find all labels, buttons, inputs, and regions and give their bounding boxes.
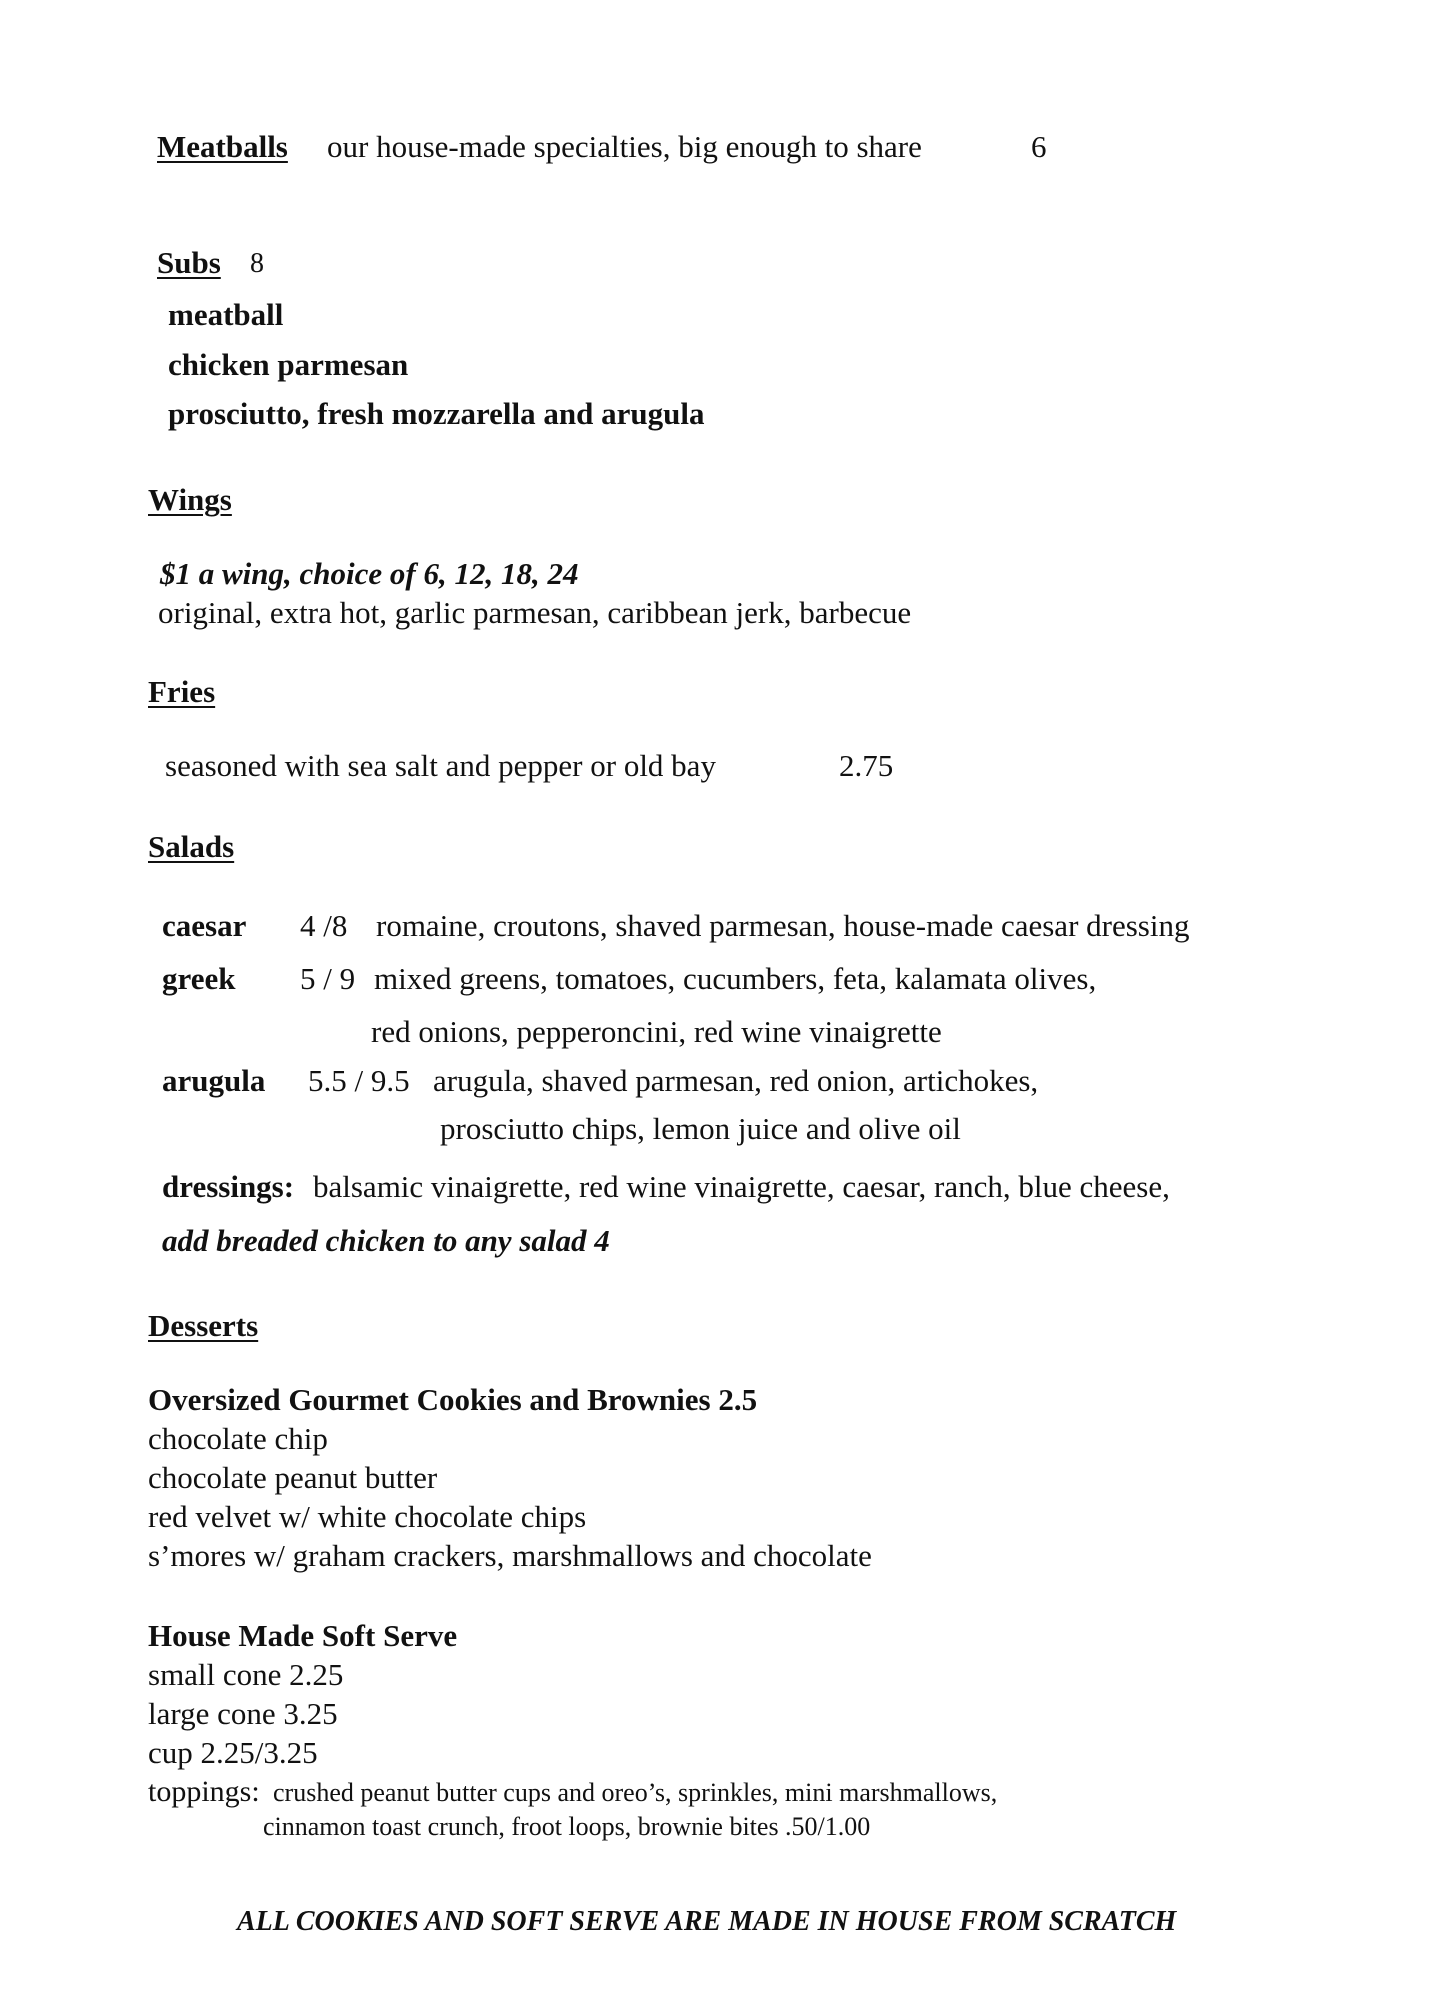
salad-description: romaine, croutons, shaved parmesan, house-made caesar dressing	[376, 908, 1190, 943]
footer-note: ALL COOKIES AND SOFT SERVE ARE MADE IN HOUSE FROM SCRATCH	[237, 1906, 1177, 1937]
meatballs-price: 6	[1031, 129, 1047, 164]
fries-heading: Fries	[148, 674, 216, 709]
dressings-list: balsamic vinaigrette, red wine vinaigrette, caesar, ranch, blue cheese,	[313, 1169, 1170, 1204]
salad-price-arugula: 5.5 / 9.5	[308, 1063, 410, 1098]
subs-item: chicken parmesan	[168, 347, 409, 382]
soft-serve-item: cup 2.25/3.25	[148, 1735, 318, 1770]
subs-heading: Subs	[157, 245, 221, 280]
salads-heading: Salads	[148, 829, 235, 864]
desserts-heading: Desserts	[148, 1308, 259, 1343]
subs-item: prosciutto, fresh mozzarella and arugula	[168, 396, 705, 431]
toppings-label: toppings:	[148, 1775, 260, 1808]
soft-serve-item: large cone 3.25	[148, 1696, 338, 1731]
salad-name-caesar: caesar	[162, 908, 247, 943]
wings-heading: Wings	[148, 482, 232, 517]
salad-description: arugula, shaved parmesan, red onion, artichokes,	[433, 1063, 1039, 1098]
subs-price: 8	[250, 248, 264, 279]
salad-name-greek: greek	[162, 961, 236, 996]
salad-addon: add breaded chicken to any salad 4	[162, 1223, 610, 1258]
fries-description: seasoned with sea salt and pepper or old bay	[165, 748, 716, 783]
salad-description: red onions, pepperoncini, red wine vinaigrette	[371, 1014, 942, 1049]
salad-description: prosciutto chips, lemon juice and olive oil	[440, 1111, 961, 1146]
salad-price-greek: 5 / 9	[300, 961, 356, 996]
meatballs-heading: Meatballs	[157, 129, 288, 164]
wings-flavors: original, extra hot, garlic parmesan, caribbean jerk, barbecue	[158, 595, 912, 630]
meatballs-description: our house-made specialties, big enough to share	[327, 129, 922, 164]
cookies-heading: Oversized Gourmet Cookies and Brownies 2.5	[148, 1382, 758, 1417]
toppings-list: crushed peanut butter cups and oreo’s, sprinkles, mini marshmallows,	[273, 1778, 998, 1807]
toppings-list: cinnamon toast crunch, froot loops, brownie bites .50/1.00	[263, 1812, 871, 1841]
salad-name-arugula: arugula	[162, 1063, 266, 1098]
soft-serve-heading: House Made Soft Serve	[148, 1618, 458, 1653]
cookie-item: chocolate chip	[148, 1421, 328, 1456]
dressings-label: dressings:	[162, 1169, 295, 1204]
salad-description: mixed greens, tomatoes, cucumbers, feta, kalamata olives,	[374, 961, 1097, 996]
wings-offer: $1 a wing, choice of 6, 12, 18, 24	[160, 556, 579, 591]
fries-price: 2.75	[839, 748, 894, 783]
salad-price-caesar: 4 /8	[300, 908, 348, 943]
cookie-item: chocolate peanut butter	[148, 1460, 438, 1495]
cookie-item: red velvet w/ white chocolate chips	[148, 1499, 587, 1534]
subs-item: meatball	[168, 297, 284, 332]
soft-serve-item: small cone 2.25	[148, 1657, 344, 1692]
cookie-item: s’mores w/ graham crackers, marshmallows and chocolate	[148, 1538, 872, 1573]
